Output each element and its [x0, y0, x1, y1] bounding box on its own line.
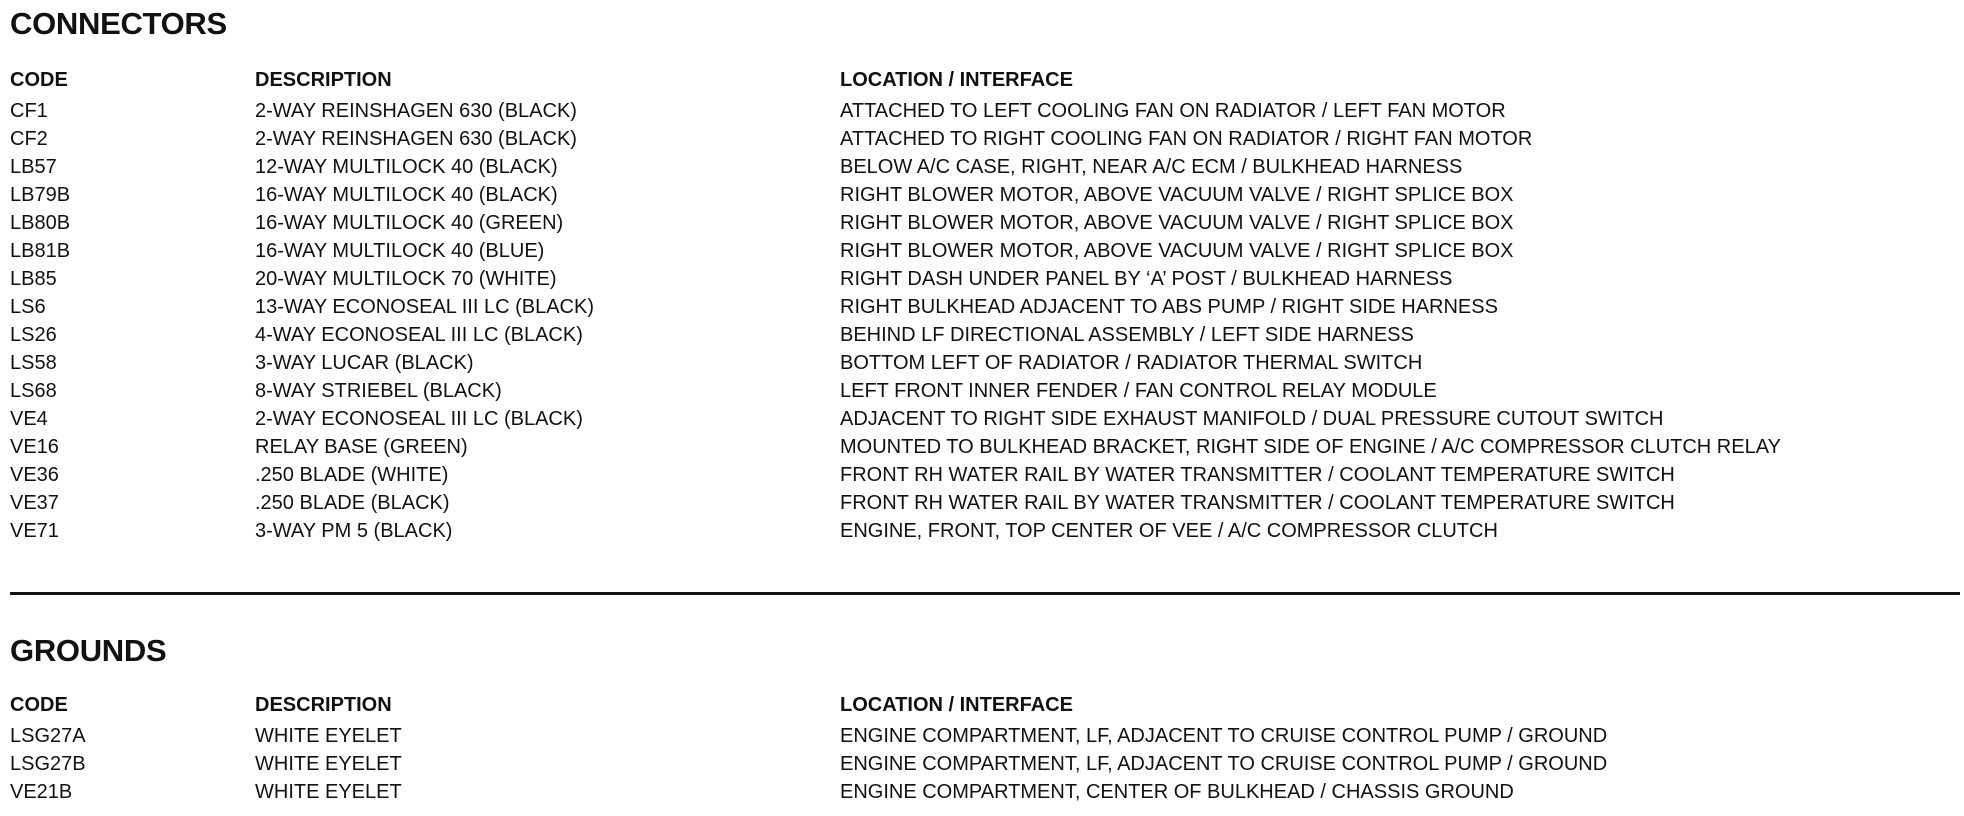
- connector-description-cell: 8-WAY STRIEBEL (BLACK): [255, 380, 502, 402]
- connectors-title: CONNECTORS: [10, 6, 227, 41]
- connector-code-cell: LS26: [10, 324, 57, 346]
- connector-code-cell: LS6: [10, 296, 46, 318]
- connector-table-row: [10, 265, 1955, 293]
- grounds-location-header: LOCATION / INTERFACE: [840, 694, 1073, 716]
- ground-location-cell: ENGINE COMPARTMENT, LF, ADJACENT TO CRUISE CONTROL PUMP / GROUND: [840, 725, 1608, 747]
- connectors-location-header: LOCATION / INTERFACE: [840, 69, 1073, 91]
- ground-code-cell: LSG27A: [10, 725, 86, 747]
- connector-code-cell: LB80B: [10, 212, 71, 234]
- connector-location-cell: RIGHT BULKHEAD ADJACENT TO ABS PUMP / RIGHT SIDE HARNESS: [840, 296, 1498, 318]
- ground-table-row: [10, 722, 1955, 750]
- connector-location-cell: ATTACHED TO LEFT COOLING FAN ON RADIATOR / LEFT FAN MOTOR: [840, 100, 1506, 122]
- connector-code-cell: CF1: [10, 100, 48, 122]
- section-divider: [10, 592, 1960, 595]
- connector-location-cell: FRONT RH WATER RAIL BY WATER TRANSMITTER / COOLANT TEMPERATURE SWITCH: [840, 464, 1675, 486]
- grounds-title: GROUNDS: [10, 633, 167, 668]
- connector-table-row: [10, 237, 1955, 265]
- connector-location-cell: MOUNTED TO BULKHEAD BRACKET, RIGHT SIDE OF ENGINE / A/C COMPRESSOR CLUTCH RELAY: [840, 436, 1781, 458]
- connector-table-row: [10, 489, 1955, 517]
- connector-description-cell: .250 BLADE (WHITE): [255, 464, 449, 486]
- connector-code-cell: CF2: [10, 128, 48, 150]
- connector-code-cell: LS58: [10, 352, 57, 374]
- grounds-description-header: DESCRIPTION: [255, 694, 392, 716]
- connector-location-cell: RIGHT BLOWER MOTOR, ABOVE VACUUM VALVE / RIGHT SPLICE BOX: [840, 240, 1514, 262]
- ground-code-cell: VE21B: [10, 781, 73, 803]
- connector-description-cell: 20-WAY MULTILOCK 70 (WHITE): [255, 268, 557, 290]
- connectors-section: [10, 6, 1955, 545]
- connectors-code-header: CODE: [10, 69, 68, 91]
- connector-table-row: [10, 209, 1955, 237]
- connector-description-cell: 2-WAY ECONOSEAL III LC (BLACK): [255, 408, 583, 430]
- connectors-description-header: DESCRIPTION: [255, 69, 392, 91]
- connector-description-cell: RELAY BASE (GREEN): [255, 436, 468, 458]
- grounds-column-headers: [10, 691, 1955, 719]
- connector-table-row: [10, 153, 1955, 181]
- ground-table-row: [10, 778, 1955, 806]
- connector-table-row: [10, 181, 1955, 209]
- connector-code-cell: VE71: [10, 520, 59, 542]
- connector-table-row: [10, 517, 1955, 545]
- connector-description-cell: 13-WAY ECONOSEAL III LC (BLACK): [255, 296, 594, 318]
- connector-description-cell: 16-WAY MULTILOCK 40 (GREEN): [255, 212, 564, 234]
- grounds-section: [10, 633, 1955, 806]
- connector-description-cell: 3-WAY LUCAR (BLACK): [255, 352, 474, 374]
- connector-location-cell: ENGINE, FRONT, TOP CENTER OF VEE / A/C COMPRESSOR CLUTCH: [840, 520, 1498, 542]
- connector-table-row: [10, 405, 1955, 433]
- connector-location-cell: RIGHT BLOWER MOTOR, ABOVE VACUUM VALVE / RIGHT SPLICE BOX: [840, 212, 1514, 234]
- connector-description-cell: 2-WAY REINSHAGEN 630 (BLACK): [255, 100, 577, 122]
- connector-location-cell: ATTACHED TO RIGHT COOLING FAN ON RADIATOR / RIGHT FAN MOTOR: [840, 128, 1533, 150]
- connector-location-cell: ADJACENT TO RIGHT SIDE EXHAUST MANIFOLD / DUAL PRESSURE CUTOUT SWITCH: [840, 408, 1664, 430]
- ground-table-row: [10, 750, 1955, 778]
- connector-table-row: [10, 433, 1955, 461]
- connector-code-cell: LB85: [10, 268, 57, 290]
- connector-location-cell: LEFT FRONT INNER FENDER / FAN CONTROL RELAY MODULE: [840, 380, 1437, 402]
- ground-location-cell: ENGINE COMPARTMENT, LF, ADJACENT TO CRUISE CONTROL PUMP / GROUND: [840, 753, 1608, 775]
- ground-description-cell: WHITE EYELET: [255, 781, 402, 803]
- connector-code-cell: VE16: [10, 436, 59, 458]
- connector-table-row: [10, 125, 1955, 153]
- grounds-table: [10, 722, 1955, 806]
- connector-table-row: [10, 377, 1955, 405]
- connectors-table: [10, 97, 1955, 545]
- connector-table-row: [10, 349, 1955, 377]
- connector-description-cell: 16-WAY MULTILOCK 40 (BLUE): [255, 240, 545, 262]
- ground-location-cell: ENGINE COMPARTMENT, CENTER OF BULKHEAD / CHASSIS GROUND: [840, 781, 1514, 803]
- connector-description-cell: .250 BLADE (BLACK): [255, 492, 450, 514]
- connector-table-row: [10, 293, 1955, 321]
- connector-description-cell: 16-WAY MULTILOCK 40 (BLACK): [255, 184, 558, 206]
- connector-code-cell: VE36: [10, 464, 59, 486]
- grounds-code-header: CODE: [10, 694, 68, 716]
- connector-location-cell: BELOW A/C CASE, RIGHT, NEAR A/C ECM / BULKHEAD HARNESS: [840, 156, 1463, 178]
- connector-location-cell: RIGHT DASH UNDER PANEL BY ‘A’ POST / BULKHEAD HARNESS: [840, 268, 1453, 290]
- connector-table-row: [10, 97, 1955, 125]
- connector-description-cell: 3-WAY PM 5 (BLACK): [255, 520, 453, 542]
- connector-location-cell: BEHIND LF DIRECTIONAL ASSEMBLY / LEFT SIDE HARNESS: [840, 324, 1414, 346]
- ground-description-cell: WHITE EYELET: [255, 753, 402, 775]
- connector-code-cell: VE37: [10, 492, 59, 514]
- ground-code-cell: LSG27B: [10, 753, 86, 775]
- connector-code-cell: LS68: [10, 380, 57, 402]
- connectors-column-headers: [10, 66, 1955, 94]
- connector-code-cell: LB81B: [10, 240, 71, 262]
- connector-code-cell: LB57: [10, 156, 57, 178]
- connector-location-cell: FRONT RH WATER RAIL BY WATER TRANSMITTER / COOLANT TEMPERATURE SWITCH: [840, 492, 1675, 514]
- connector-description-cell: 12-WAY MULTILOCK 40 (BLACK): [255, 156, 558, 178]
- connector-location-cell: RIGHT BLOWER MOTOR, ABOVE VACUUM VALVE / RIGHT SPLICE BOX: [840, 184, 1514, 206]
- connector-location-cell: BOTTOM LEFT OF RADIATOR / RADIATOR THERMAL SWITCH: [840, 352, 1423, 374]
- connector-description-cell: 4-WAY ECONOSEAL III LC (BLACK): [255, 324, 583, 346]
- connector-code-cell: VE4: [10, 408, 48, 430]
- connector-table-row: [10, 461, 1955, 489]
- connector-description-cell: 2-WAY REINSHAGEN 630 (BLACK): [255, 128, 577, 150]
- connector-table-row: [10, 321, 1955, 349]
- ground-description-cell: WHITE EYELET: [255, 725, 402, 747]
- connector-code-cell: LB79B: [10, 184, 71, 206]
